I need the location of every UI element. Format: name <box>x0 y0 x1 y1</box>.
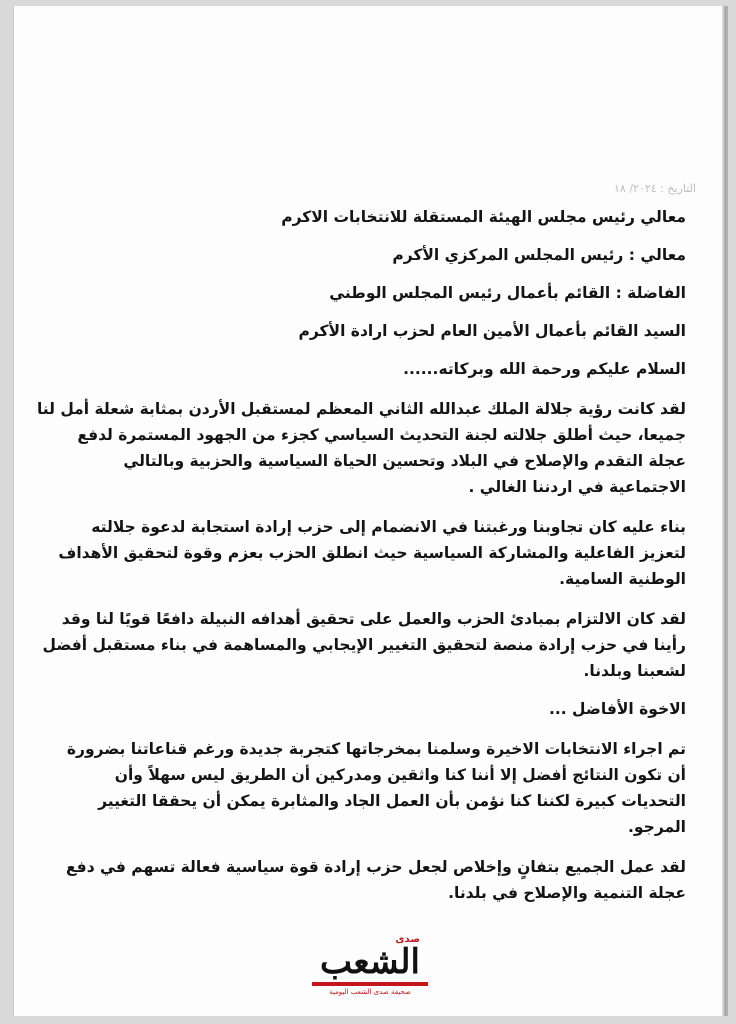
paragraph-joining <box>46 514 686 592</box>
salutation-4: السيد القائم بأعمال الأمين العام لحزب ارادة الأكرم <box>298 322 686 340</box>
paragraph-elections <box>46 736 686 840</box>
salutation-1: معالي رئيس مجلس الهيئة المستقلة للانتخابات الاكرم <box>281 208 686 226</box>
address-brothers: الاخوة الأفاضل ... <box>549 700 686 718</box>
page-edge <box>722 6 726 1016</box>
salutation-3: الفاضلة : القائم بأعمال رئيس المجلس الوطني <box>329 284 686 302</box>
logo-prefix: صدى <box>395 934 420 945</box>
paragraph-line: أن تكون النتائج أفضل إلا أننا كنا واثقين ومدركين أن الطريق ليس سهلاً وأن <box>114 766 686 784</box>
logo-bar <box>312 982 428 986</box>
logo-name: الشعب <box>320 942 420 982</box>
paragraph-line: عجلة التنمية والإصلاح في بلدنا. <box>448 884 686 902</box>
paragraph-line: تم اجراء الانتخابات الاخيرة وسلمنا بمخرجاتها كتجربة جديدة ورغم قناعاتنا بضرورة <box>66 740 686 758</box>
paragraph-line: عجلة التقدم والإصلاح في البلاد وتحسين الحياة السياسية والحزبية وبالتالي <box>123 452 686 470</box>
letter-body <box>36 206 686 920</box>
paragraph-line: لقد كانت رؤية جلالة الملك عبدالله الثاني المعظم لمستقبل الأردن بمثابة شعلة أمل لنا <box>36 400 686 418</box>
paragraph-line: لتعزيز الفاعلية والمشاركة السياسية حيث انطلق الحزب بعزم وقوة لتحقيق الأهداف <box>58 544 686 562</box>
paragraph-line: لقد عمل الجميع بتفانٍ وإخلاص لجعل حزب إرادة قوة سياسية فعالة تسهم في دفع <box>65 858 686 876</box>
paragraph-line: بناء عليه كان تجاوبنا ورغبتنا في الانضمام إلى حزب إرادة استجابة لدعوة جلالته <box>91 518 686 536</box>
date-line: التاريخ : ٢٠٢٤/ ١٨ <box>614 182 696 195</box>
paragraph-line: لقد كان الالتزام بمبادئ الحزب والعمل على تحقيق أهدافه النبيلة دافعًا قويًا لنا وقد <box>61 610 686 628</box>
paragraph-line: الاجتماعية في اردننا الغالي . <box>468 478 686 496</box>
letter-page <box>14 6 726 1016</box>
paragraph-line: المرجو. <box>628 818 686 836</box>
paragraph-line: رأينا في حزب إرادة منصة لتحقيق التغيير الإيجابي والمساهمة في بناء مستقبل أفضل <box>42 636 686 654</box>
paragraph-line: الوطنية السامية. <box>559 570 686 588</box>
salutation-2: معالي : رئيس المجلس المركزي الأكرم <box>392 246 686 264</box>
paragraph-line: التحديات كبيرة لكننا كنا نؤمن بأن العمل الجاد والمثابرة يمكن أن يحققا التغيير <box>98 792 686 810</box>
paragraph-effort <box>46 854 686 906</box>
paragraph-line: لشعبنا وبلدنا. <box>583 662 686 680</box>
paragraph-commitment <box>42 606 686 684</box>
greeting: السلام عليكم ورحمة الله وبركاته...... <box>403 360 686 378</box>
paragraph-line: جميعا، حيث أطلق جلالته لجنة التحديث السياسي كجزء من الجهود المستمرة لدفع <box>77 426 686 444</box>
newspaper-watermark-logo <box>300 934 440 1002</box>
logo-tagline: صحيفة صدى الشعب اليومية <box>329 988 411 996</box>
paragraph-vision <box>36 396 686 500</box>
